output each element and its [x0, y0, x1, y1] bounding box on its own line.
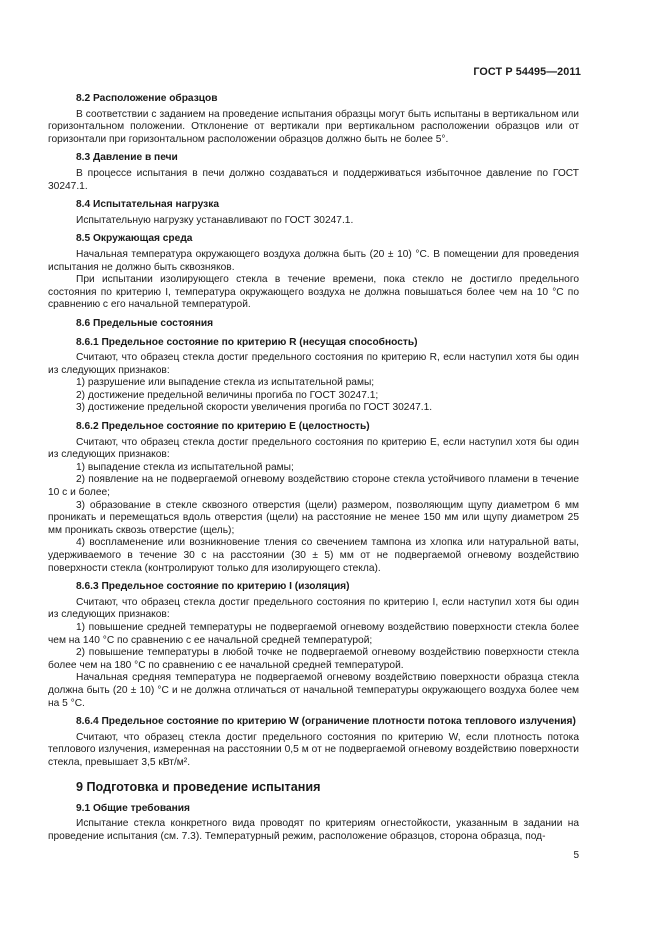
section-heading: 8.6.1 Предельное состояние по критерию R (несущая способность) [76, 336, 418, 348]
section-heading: 8.6 Предельные состояния [76, 317, 214, 329]
paragraph: Испытание стекла конкретного вида проводят по критериям огнестойкости, указанным в задании на проведение испытания (см. 7.3). Температурный режим, расположение образцов, сторона образца, под- [48, 818, 579, 842]
paragraph: В процессе испытания в печи должно создаваться и поддерживаться избыточное давление по ГОСТ 30247.1. [48, 167, 579, 192]
paragraph: Начальная температура окружающего воздуха должна быть (20 ± 10) °С. В помещении для проведения испытания не должно быть сквозняков. [48, 248, 579, 273]
paragraph: Считают, что образец стекла достиг предельного состояния по критерию W, если плотность потока теплового излучения, измеренная на расстоянии 0,5 м от не подвергаемой огневому воздействию поверхности стекла, превышает 3,5 кВт/м². [48, 731, 579, 768]
document-header: ГОСТ Р 54495—2011 [473, 66, 581, 78]
paragraph: Считают, что образец стекла достиг предельного состояния по критерию Е, если наступил хотя бы один из следующих признаков: [48, 436, 579, 461]
paragraph: Считают, что образец стекла достиг предельного состояния по критерию R, если наступил хотя бы один из следующих признаков: [48, 352, 579, 376]
paragraph: 3) образование в стекле сквозного отверстия (щели) размером, позволяющим щупу диаметром 6 мм проникать и перемещаться вдоль отверстия (щели) на расстояние не менее 150 мм или щупу диаметром 25 мм проникать сквозь отверстие (щель); [48, 499, 579, 536]
paragraph: 2) повышение температуры в любой точке не подвергаемой огневому воздействию поверхности стекла более чем на 180 °С по сравнению с ее начальной средней температурой. [48, 647, 579, 671]
page-number: 5 [573, 850, 579, 861]
paragraph: 2) появление на не подвергаемой огневому воздействию стороне стекла устойчивого пламени в течение 10 с и более; [48, 474, 579, 499]
list-item: 3) достижение предельной скорости увеличения прогиба по ГОСТ 30247.1. [76, 402, 433, 414]
section-heading: 8.3 Давление в печи [76, 152, 178, 164]
paragraph: Начальная средняя температура не подвергаемой огневому воздействию поверхности образца стекла должна быть (20 ± 10) °С и не должна отличаться от начальной температуры окружающего воздуха более чем на 5 °С. [48, 672, 579, 709]
section-heading: 8.5 Окружающая среда [76, 233, 193, 245]
paragraph: Испытательную нагрузку устанавливают по ГОСТ 30247.1. [76, 214, 354, 226]
list-item: 1) разрушение или выпадение стекла из испытательной рамы; [76, 377, 375, 389]
section-heading: 8.2 Расположение образцов [76, 93, 218, 104]
paragraph: 1) повышение средней температуры не подвергаемой огневому воздействию поверхности стекла более чем на 140 °С по сравнению с ее начальной средней температурой; [48, 621, 579, 646]
paragraph: В соответствии с заданием на проведение испытания образцы могут быть испытаны в вертикальном или горизонтальном положении. Отклонение от вертикали при вертикальном расположении образцов или от горизонтали при горизонтальном расположении образцов должно быть не более 5°. [48, 108, 579, 145]
list-item: 2) достижение предельной величины прогиба по ГОСТ 30247.1; [76, 389, 379, 401]
document-body [48, 93, 579, 843]
paragraph: 4) воспламенение или возникновение тления со свечением тампона из хлопка или натуральной ваты, удерживаемого в течение 30 с на расстоянии (30 ± 5) мм от не подвергаемой огневому воздействию поверхности стекла (контролируют только для изолирующего стекла). [48, 537, 579, 574]
chapter-heading: 9 Подготовка и проведение испытания [76, 779, 321, 794]
section-heading: 8.4 Испытательная нагрузка [76, 199, 219, 211]
list-item: 1) выпадение стекла из испытательной рамы; [76, 461, 294, 473]
section-heading: 8.6.4 Предельное состояние по критерию W (ограничение плотности потока теплового излучения) [76, 716, 576, 728]
section-heading: 9.1 Общие требования [76, 802, 190, 814]
section-heading: 8.6.2 Предельное состояние по критерию Е (целостность) [76, 421, 370, 433]
section-heading: 8.6.3 Предельное состояние по критерию I (изоляция) [76, 581, 350, 593]
paragraph: При испытании изолирующего стекла в течение времени, пока стекло не достигло предельного состояния по критерию I, температура окружающего воздуха не должна повышаться более чем на 10 °С по сравнению с его начальной температурой. [48, 274, 579, 311]
paragraph: Считают, что образец стекла достиг предельного состояния по критерию I, если наступил хотя бы один из следующих признаков: [48, 596, 579, 621]
